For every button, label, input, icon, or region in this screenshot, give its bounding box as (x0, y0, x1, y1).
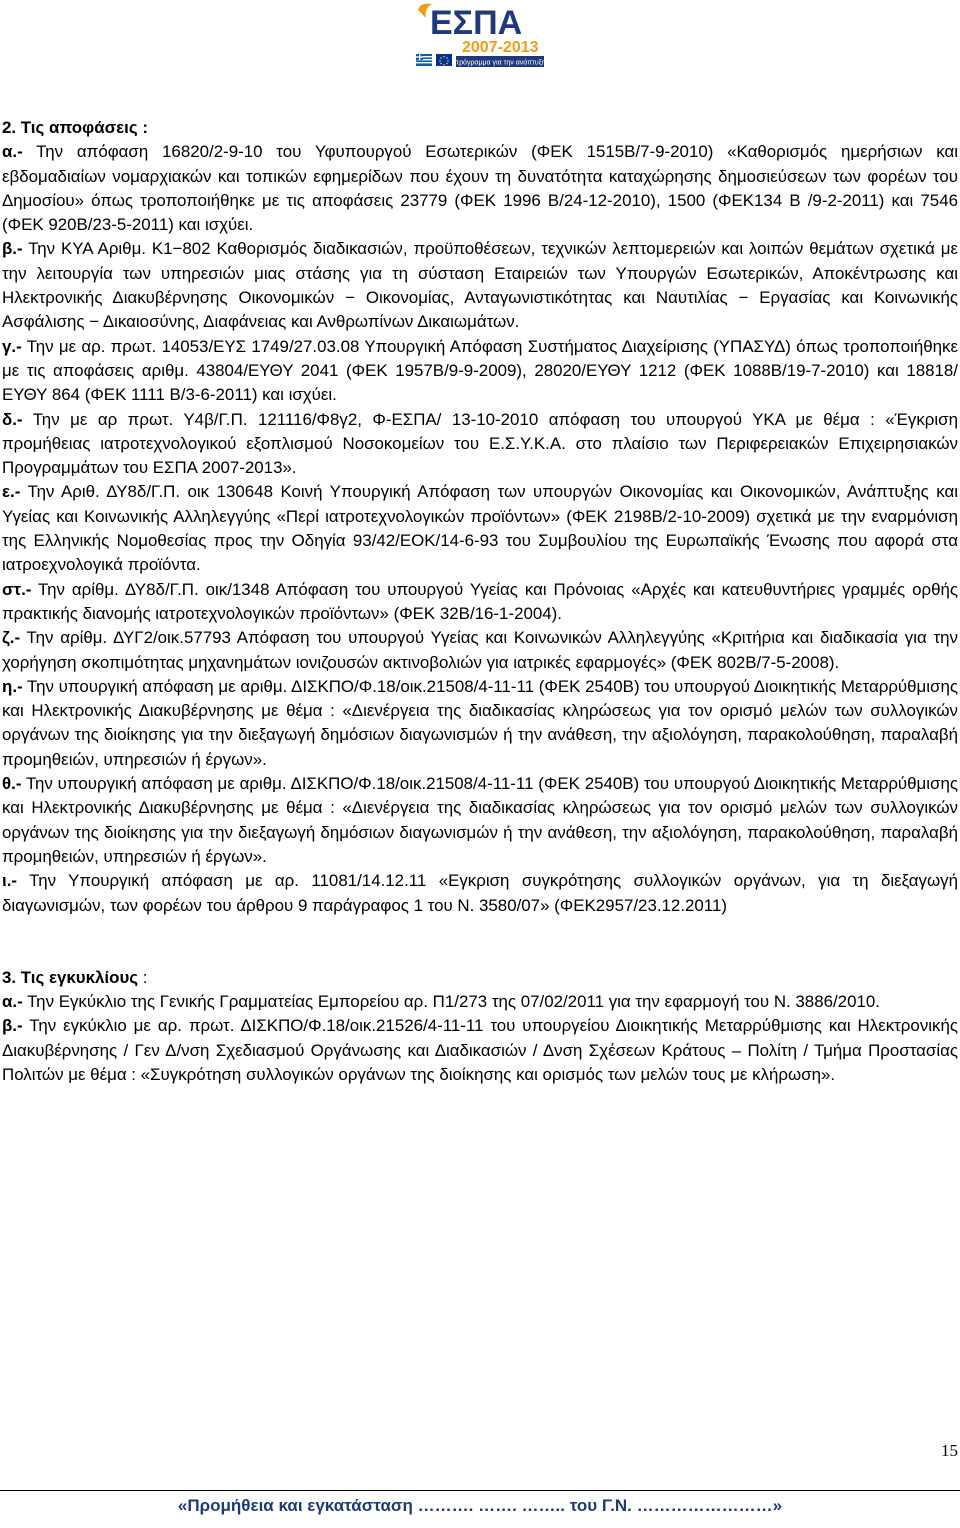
footer-title: «Προμήθεια και εγκατάσταση ………. ……. …….. του Γ.Ν. ……………………» (177, 1496, 783, 1515)
section-2-item-z (2, 626, 958, 675)
section-2-item-c (2, 335, 958, 408)
footer-divider (0, 1490, 960, 1491)
item-text: Την Εγκύκλιο της Γενικής Γραμματείας Εμπορείου αρ. Π1/273 της 07/02/2011 για την εφαρμογή του Ν. 3886/2010. (22, 992, 880, 1012)
item-label: ζ.- (2, 628, 21, 648)
section-2-item-h (2, 675, 958, 772)
greek-flag-icon (416, 54, 432, 66)
section-3-heading: 3. Τις εγκυκλίους (2, 967, 139, 987)
espa-logo-years: 2007-2013 (462, 39, 539, 56)
item-text: Την Αριθ. ΔΥ8δ/Γ.Π. οικ 130648 Κοινή Υπουργική Απόφαση των υπουργών Οικονομίας και Οικονομικών, Ανάπτυξης και Υγείας και Κοινωνικής Αλληλεγγύης «Περί ιατροτεχνολογικών προϊόντων» (ΦΕΚ 2198Β/2-10-2009) σχετικά με την εναρμόνιση της Ελληνικής Νομοθεσίας προς την Οδηγία 93/42/ΕΟΚ/14-6-93 του Συμβουλίου της Ευρωπαϊκής Ένωσης που αφορά στα ιατροεχνολογικά προϊόντα. (2, 482, 958, 575)
section-3-item-b (2, 1014, 958, 1087)
document-body (2, 116, 958, 1087)
section-3-item-a (2, 990, 958, 1014)
espa-logo-slogan: πρόγραμμα για την ανάπτυξη (454, 59, 546, 67)
item-label: ι.- (2, 871, 18, 891)
item-text: Την με αρ πρωτ. Υ4β/Γ.Π. 121116/Φ8γ2, Φ-ΕΣΠΑ/ 13-10-2010 απόφαση του υπουργού ΥΚΑ με θέμα : «Έγκριση προμήθειας ιατροτεχνολογικού εξοπλισμού Νοσοκομείων του Ε.Σ.Υ.Κ.Α. στο πλαίσιο των Περιφερειακών Επιχειρησιακών Προγραμμάτων του ΕΣΠΑ 2007-2013». (2, 409, 958, 478)
item-label: ε.- (2, 482, 21, 502)
item-label: β.- (2, 239, 23, 259)
item-label: β.- (2, 1016, 23, 1036)
section-2-heading: 2. Τις αποφάσεις : (2, 118, 148, 137)
section-gap (2, 918, 958, 966)
espa-logo-graphic (410, 0, 550, 72)
section-2-item-d (2, 408, 958, 481)
item-text: Την αρίθμ. ΔΥ8δ/Γ.Π. οικ/1348 Απόφαση του υπουργού Υγείας και Πρόνοιας «Αρχές και κατευθυντήριες γραμμές ορθής πρακτικής διανομής ιατροτεχνολογικών προϊόντων» (ΦΕΚ 32Β/16-1-2004). (2, 579, 958, 623)
section-2-item-a (2, 140, 958, 237)
eu-flag-icon (436, 54, 452, 66)
espa-logo-text: ΕΣΠΑ (430, 4, 523, 42)
item-text: Την με αρ. πρωτ. 14053/ΕΥΣ 1749/27.03.08 Υπουργική Απόφαση Συστήματος Διαχείρισης (ΥΠΑΣΥΔ) όπως τροποποιήθηκε με τις αποφάσεις αριθμ. 43804/ΕΥΘΥ 2041 (ΦΕΚ 1957Β/9-9-2009), 28020/ΕΥΘΥ 1212 (ΦΕΚ 1088Β/19-7-2010) και 18818/ΕΥΘΥ 864 (ΦΕΚ 1111 Β/3-6-2011) και ισχύει. (2, 336, 958, 405)
section-2-item-th (2, 772, 958, 869)
item-text: Την εγκύκλιο με αρ. πρωτ. ΔΙΣΚΠΟ/Φ.18/οικ.21526/4-11-11 του υπουργείου Διοικητικής Μεταρρύθμισης και Ηλεκτρονικής Διακυβέρνησης / Γεν Δ/νση Σχεδιασμού Οργάνωσης και Διαδικασιών / Δνση Σχέσεων Κράτους – Πολίτη / Τμήμα Προστασίας Πολιτών με θέμα : «Συγκρότηση συλλογικών οργάνων της διοίκησης και ορισμός των μελών τους με κλήρωση». (2, 1016, 958, 1084)
item-text: Την απόφαση 16820/2-9-10 του Υφυπουργού Εσωτερικών (ΦΕΚ 1515Β/7-9-2010) «Καθορισμός ημερήσιων και εβδομαδιαίων νομαρχιακών και τοπικών εφημερίδων που έχουν τη δυνατότητα καταχώρησης δημοσιεύσεων των φορέων του Δημοσίου» όπως τροποποιήθηκε με τις αποφάσεις 23779 (ΦΕΚ 1996 Β/24-12-2010), 1500 (ΦΕΚ134 Β /9-2-2011) και 7546 (ΦΕΚ 920Β/23-5-2011) και ισχύει. (2, 142, 958, 235)
item-label: α.- (2, 142, 23, 162)
item-label: δ.- (2, 409, 23, 429)
section-3-heading-line (2, 966, 958, 990)
section-2-item-b (2, 237, 958, 334)
item-label: η.- (2, 676, 23, 696)
item-text: Την υπουργική απόφαση με αριθμ. ΔΙΣΚΠΟ/Φ.18/οικ.21508/4-11-11 (ΦΕΚ 2540Β) του υπουργού Διοικητικής Μεταρρύθμισης και Ηλεκτρονικής Διακυβέρνησης με θέμα : «Διενέργεια της διαδικασίας κληρώσεως για τον ορισμό μελών των συλλογικών οργάνων της διοίκησης για την διεξαγωγή δημόσιων διαγωνισμών ή την ανάθεση, την αξιολόγηση, παρακολούθηση, παραλαβή προμηθειών, υπηρεσιών ή έργων». (2, 676, 958, 769)
item-label: α.- (2, 992, 23, 1012)
item-label: γ.- (2, 336, 22, 356)
section-2-item-e (2, 480, 958, 577)
item-text: Την αρίθμ. ΔΥΓ2/οικ.57793 Απόφαση του υπουργού Υγείας και Κοινωνικών Αλληλεγγύης «Κριτήρια και διαδικασία για την χορήγηση σκοπιμότητας μηχανημάτων ιονιζουσών ακτινοβολιών για ιατρικές εφαρμογές» (ΦΕΚ 802Β/7-5-2008). (2, 628, 958, 672)
page-number: 15 (941, 1441, 958, 1460)
item-text: Την Υπουργική απόφαση με αρ. 11081/14.12.11 «Εγκριση συγκρότησης συλλογικών οργάνων, για τη διεξαγωγή διαγωνισμών, των φορέων του άρθρου 9 παράγραφος 1 του Ν. 3580/07» (ΦΕΚ2957/23.12.2011) (2, 871, 958, 915)
section-3-heading-suffix: : (138, 967, 148, 987)
item-label: στ.- (2, 579, 32, 599)
espa-logo (410, 0, 550, 72)
item-text: Την υπουργική απόφαση με αριθμ. ΔΙΣΚΠΟ/Φ.18/οικ.21508/4-11-11 (ΦΕΚ 2540Β) του υπουργού Διοικητικής Μεταρρύθμισης και Ηλεκτρονικής Διακυβέρνησης με θέμα : «Διενέργεια της διαδικασίας κληρώσεως για τον ορισμό μελών των συλλογικών οργάνων της διοίκησης για την διεξαγωγή δημόσιων διαγωνισμών ή την ανάθεση, την αξιολόγηση, παρακολούθηση, παραλαβή προμηθειών, υπηρεσιών ή έργων». (2, 774, 958, 866)
section-2-item-st (2, 578, 958, 627)
item-label: θ.- (2, 774, 22, 794)
section-2-item-i (2, 869, 958, 918)
item-text: Την ΚΥΑ Αριθμ. Κ1−802 Καθορισμός διαδικασιών, προϋποθέσεων, τεχνικών λεπτομερειών και λοιπών θεμάτων σχετικά με την λειτουργία των υπηρεσιών μιας στάσης για τη σύσταση Εταιρειών των Υπουργών Εσωτερικών, Αποκέντρωσης και Ηλεκτρονικής Διακυβέρνησης Οικονομικών − Οικονομίας, Ανταγωνιστικότητας και Ναυτιλίας − Εργασίας και Κοινωνικής Ασφάλισης − Δικαιοσύνης, Διαφάνειας και Ανθρωπίνων Δικαιωμάτων. (2, 239, 958, 332)
